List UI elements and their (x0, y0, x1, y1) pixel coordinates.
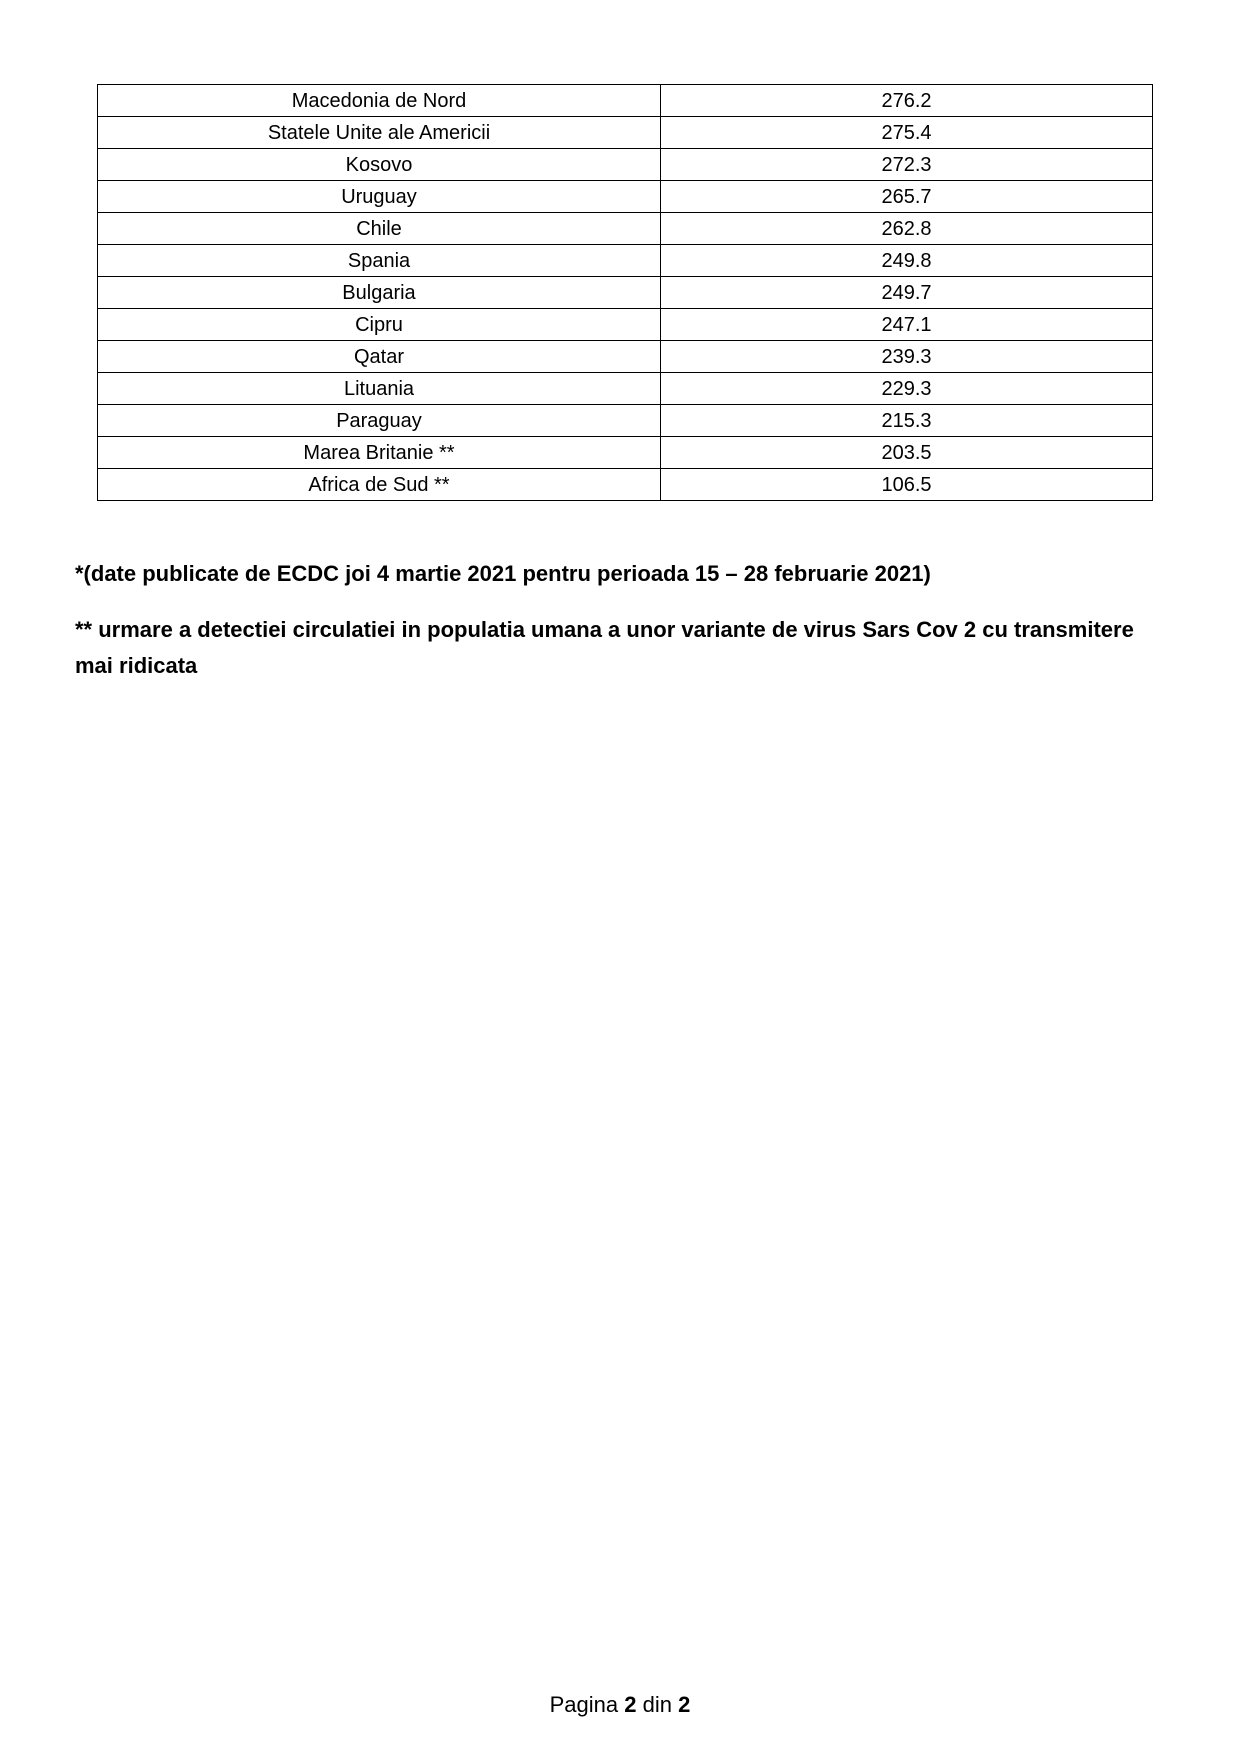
value-cell: 106.5 (661, 469, 1153, 501)
table-row (98, 309, 1153, 341)
table-row (98, 245, 1153, 277)
table-row (98, 341, 1153, 373)
value-cell: 265.7 (661, 181, 1153, 213)
country-cell: Paraguay (98, 405, 661, 437)
value-cell: 276.2 (661, 85, 1153, 117)
table-row (98, 469, 1153, 501)
table-row (98, 405, 1153, 437)
page-label: Pagina (549, 1692, 619, 1717)
table-row (98, 181, 1153, 213)
page-footer (0, 1692, 1240, 1718)
table-row (98, 149, 1153, 181)
value-cell: 229.3 (661, 373, 1153, 405)
country-cell: Cipru (98, 309, 661, 341)
country-cell: Africa de Sud ** (98, 469, 661, 501)
value-cell: 215.3 (661, 405, 1153, 437)
total-pages-number: 2 (678, 1692, 691, 1717)
value-cell: 249.7 (661, 277, 1153, 309)
country-cell: Qatar (98, 341, 661, 373)
source-note: *(date publicate de ECDC joi 4 martie 2021 pentru perioada 15 – 28 februarie 2021) (75, 561, 931, 586)
table-row (98, 277, 1153, 309)
table-row (98, 213, 1153, 245)
incidence-table (97, 84, 1153, 501)
country-cell: Macedonia de Nord (98, 85, 661, 117)
value-cell: 203.5 (661, 437, 1153, 469)
table-row (98, 117, 1153, 149)
country-cell: Chile (98, 213, 661, 245)
value-cell: 239.3 (661, 341, 1153, 373)
value-cell: 247.1 (661, 309, 1153, 341)
country-cell: Kosovo (98, 149, 661, 181)
table-row (98, 437, 1153, 469)
variants-note: ** urmare a detectiei circulatiei in populatia umana a unor variante de virus Sars Cov 2 cu transmitere mai ridicata (75, 617, 1134, 678)
current-page-number: 2 (624, 1692, 637, 1717)
country-cell: Marea Britanie ** (98, 437, 661, 469)
table-row (98, 373, 1153, 405)
table-row (98, 85, 1153, 117)
value-cell: 275.4 (661, 117, 1153, 149)
value-cell: 272.3 (661, 149, 1153, 181)
country-cell: Lituania (98, 373, 661, 405)
country-cell: Bulgaria (98, 277, 661, 309)
page-separator: din (642, 1692, 672, 1717)
value-cell: 249.8 (661, 245, 1153, 277)
country-cell: Statele Unite ale Americii (98, 117, 661, 149)
value-cell: 262.8 (661, 213, 1153, 245)
country-cell: Spania (98, 245, 661, 277)
incidence-table-body (98, 85, 1153, 501)
country-cell: Uruguay (98, 181, 661, 213)
